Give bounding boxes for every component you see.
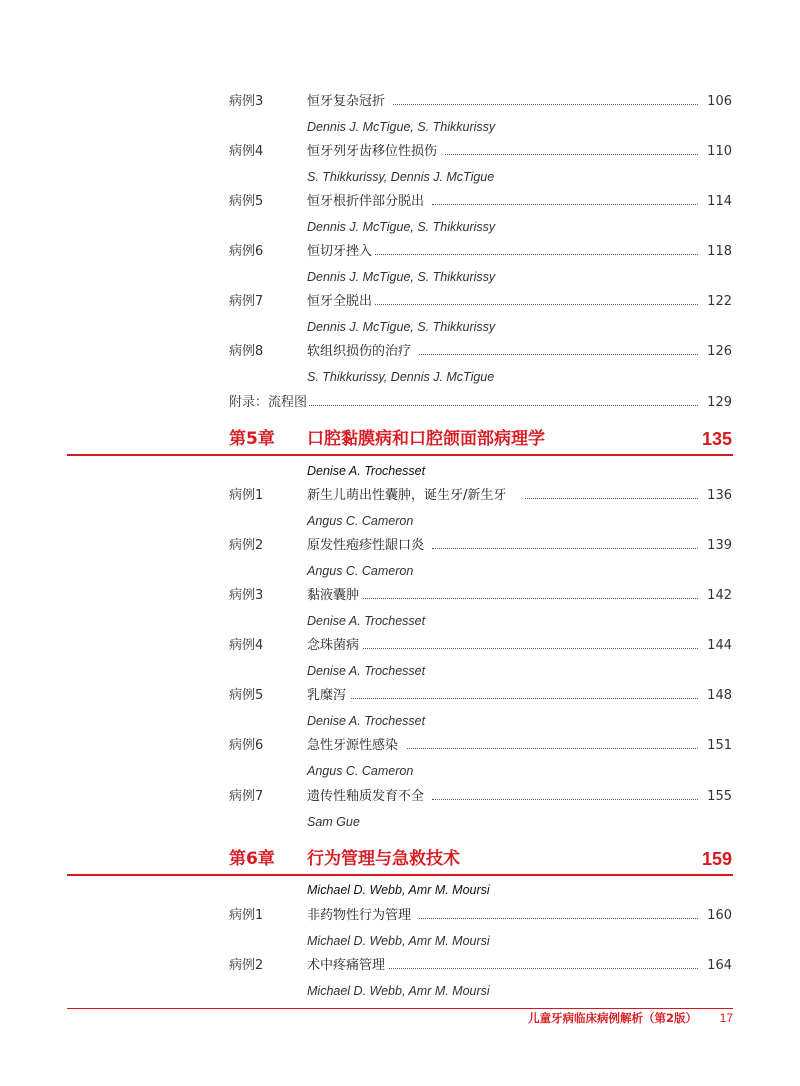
toc-entry[interactable] xyxy=(229,585,732,607)
entry-author: Michael D. Webb, Amr M. Moursi xyxy=(307,934,490,948)
chapter-author: Denise A. Trochesset xyxy=(307,464,426,478)
toc-entry[interactable] xyxy=(229,905,732,927)
toc-entry[interactable] xyxy=(229,241,732,263)
page-number: 118 xyxy=(707,244,732,259)
toc-entry[interactable] xyxy=(229,786,732,808)
chapter-title: 口腔黏膜病和口腔颌面部病理学 xyxy=(307,429,545,449)
chapter-divider xyxy=(67,454,733,456)
entry-author: Dennis J. McTigue, S. Thikkurissy xyxy=(307,220,496,234)
entry-author: Dennis J. McTigue, S. Thikkurissy xyxy=(307,270,496,284)
chapter-heading[interactable] xyxy=(229,426,732,452)
case-number: 病例5 xyxy=(229,194,264,209)
dot-leader xyxy=(432,548,698,549)
entry-title: 急性牙源性感染 xyxy=(307,738,399,753)
page-number: 144 xyxy=(707,638,732,653)
toc-entry[interactable] xyxy=(229,485,732,507)
footer-book-title: 儿童牙病临床病例解析（第2版） xyxy=(528,1011,697,1025)
page-number: 122 xyxy=(707,294,732,309)
toc-entry[interactable] xyxy=(229,635,732,657)
page-number: 136 xyxy=(707,488,732,503)
case-number: 病例3 xyxy=(229,588,264,603)
entry-title: 软组织损伤的治疗 xyxy=(307,344,412,359)
chapter-divider xyxy=(67,874,733,876)
entry-author: Dennis J. McTigue, S. Thikkurissy xyxy=(307,320,496,334)
page-number: 160 xyxy=(707,908,732,923)
page-number: 151 xyxy=(707,738,732,753)
entry-author: Michael D. Webb, Amr M. Moursi xyxy=(307,984,490,998)
entry-author: Angus C. Cameron xyxy=(307,514,414,528)
toc-entry[interactable] xyxy=(229,141,732,163)
dot-leader xyxy=(525,498,698,499)
toc-appendix[interactable] xyxy=(229,392,732,414)
toc-entry[interactable] xyxy=(229,735,732,757)
entry-title: 新生儿萌出性囊肿，诞生牙/新生牙 xyxy=(307,488,507,503)
entry-author: S. Thikkurissy, Dennis J. McTigue xyxy=(307,370,495,384)
toc-entry[interactable] xyxy=(229,341,732,363)
dot-leader xyxy=(432,799,698,800)
entry-title: 术中疼痛管理 xyxy=(307,958,386,973)
chapter-title: 行为管理与急救技术 xyxy=(307,849,460,869)
dot-leader xyxy=(351,698,698,699)
page-number: 155 xyxy=(707,789,732,804)
toc-entry[interactable] xyxy=(229,291,732,313)
chapter-number: 第6章 xyxy=(229,849,275,869)
case-number: 病例2 xyxy=(229,958,264,973)
dot-leader xyxy=(419,918,698,919)
dot-leader xyxy=(375,254,698,255)
dot-leader xyxy=(393,104,698,105)
entry-author: Dennis J. McTigue, S. Thikkurissy xyxy=(307,120,496,134)
dot-leader xyxy=(375,304,698,305)
dot-leader xyxy=(309,405,698,406)
dot-leader xyxy=(363,648,698,649)
entry-title: 恒切牙挫入 xyxy=(307,244,373,259)
case-number: 病例5 xyxy=(229,688,264,703)
entry-author: S. Thikkurissy, Dennis J. McTigue xyxy=(307,170,495,184)
entry-author: Denise A. Trochesset xyxy=(307,664,426,678)
toc-entry[interactable] xyxy=(229,955,732,977)
toc-entry[interactable] xyxy=(229,535,732,557)
page-number: 139 xyxy=(707,538,732,553)
page-number: 106 xyxy=(707,94,732,109)
toc-entry[interactable] xyxy=(229,685,732,707)
page-number: 148 xyxy=(707,688,732,703)
case-number: 病例7 xyxy=(229,789,264,804)
entry-title: 原发性疱疹性龈口炎 xyxy=(307,538,425,553)
entry-title: 非药物性行为管理 xyxy=(307,908,412,923)
entry-author: Angus C. Cameron xyxy=(307,564,414,578)
entry-title: 遗传性釉质发育不全 xyxy=(307,789,425,804)
dot-leader xyxy=(432,204,698,205)
case-number: 病例6 xyxy=(229,244,264,259)
entry-title: 恒牙复杂冠折 xyxy=(307,94,386,109)
entry-author: Denise A. Trochesset xyxy=(307,714,426,728)
case-number: 病例3 xyxy=(229,94,264,109)
footer-page-number: 17 xyxy=(719,1011,733,1025)
case-number: 病例8 xyxy=(229,344,264,359)
entry-title: 恒牙全脱出 xyxy=(307,294,373,309)
entry-title: 念珠菌病 xyxy=(307,638,360,653)
dot-leader xyxy=(363,598,698,599)
case-number: 病例6 xyxy=(229,738,264,753)
dot-leader xyxy=(407,748,698,749)
page-number: 164 xyxy=(707,958,732,973)
chapter-heading[interactable] xyxy=(229,846,732,872)
case-number: 病例4 xyxy=(229,144,264,159)
entry-title: 恒牙根折伴部分脱出 xyxy=(307,194,425,209)
case-number: 病例7 xyxy=(229,294,264,309)
dot-leader xyxy=(445,154,698,155)
entry-author: Denise A. Trochesset xyxy=(307,614,426,628)
page-number: 114 xyxy=(707,194,732,209)
chapter-author: Michael D. Webb, Amr M. Moursi xyxy=(307,883,490,897)
dot-leader xyxy=(419,354,698,355)
case-number: 病例4 xyxy=(229,638,264,653)
dot-leader xyxy=(389,968,698,969)
page-number: 126 xyxy=(707,344,732,359)
page-number: 142 xyxy=(707,588,732,603)
case-number: 病例2 xyxy=(229,538,264,553)
entry-title: 恒牙列牙齿移位性损伤 xyxy=(307,144,438,159)
case-number: 病例1 xyxy=(229,908,264,923)
entry-author: Sam Gue xyxy=(307,815,360,829)
case-number: 病例1 xyxy=(229,488,264,503)
toc-entry[interactable] xyxy=(229,191,732,213)
chapter-page: 159 xyxy=(701,849,732,869)
entry-author: Angus C. Cameron xyxy=(307,764,414,778)
chapter-page: 135 xyxy=(701,429,732,449)
toc-entry[interactable] xyxy=(229,91,732,113)
page-number: 129 xyxy=(707,395,732,410)
page-number: 110 xyxy=(707,144,732,159)
chapter-number: 第5章 xyxy=(229,429,275,449)
entry-title: 乳糜泻 xyxy=(307,688,347,703)
entry-title: 黏液囊肿 xyxy=(307,588,360,603)
appendix-title: 附录：流程图 xyxy=(229,395,308,410)
